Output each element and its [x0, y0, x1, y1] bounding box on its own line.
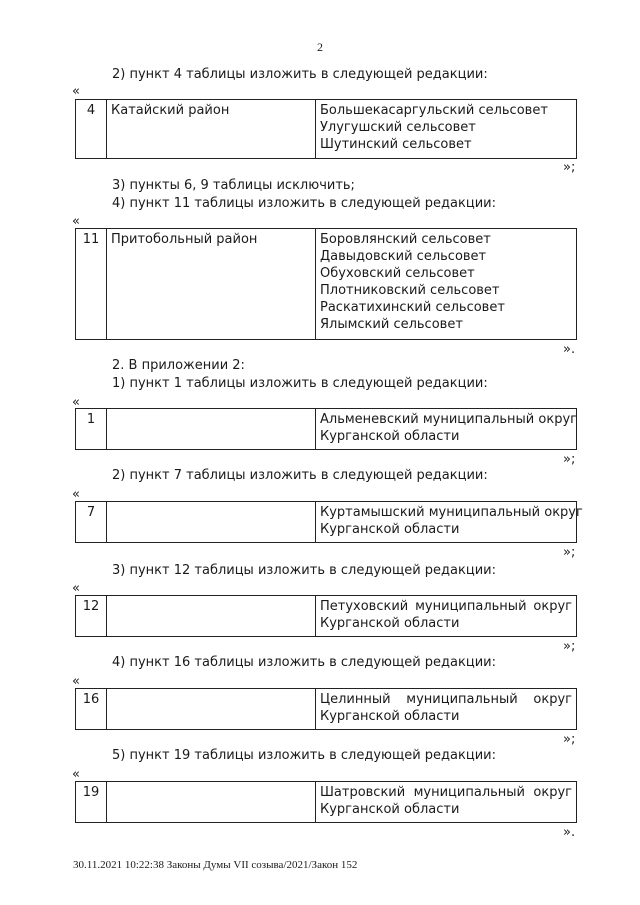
- close-quote: »;: [563, 160, 576, 175]
- council-name: Давыдовский сельсовет: [320, 249, 487, 264]
- region-line: Курганской области: [320, 616, 460, 631]
- table-cell-councils: [316, 100, 577, 159]
- municipality-line: Петуховский муниципальный округ: [320, 599, 572, 614]
- table-cell-number: 16: [76, 689, 107, 730]
- region-line: Курганской области: [320, 522, 460, 537]
- item-text: 4) пункт 11 таблицы изложить в следующей редакции:: [112, 196, 496, 211]
- table-cell-councils: [316, 229, 577, 340]
- table-item-7: [75, 501, 583, 543]
- item-text: 4) пункт 16 таблицы изложить в следующей редакции:: [112, 655, 496, 670]
- council-name: Шутинский сельсовет: [320, 137, 472, 152]
- item-text: 2) пункт 4 таблицы изложить в следующей редакции:: [112, 67, 488, 82]
- municipality-line: Куртамышский муниципальный округ: [320, 505, 583, 520]
- council-name: Большекасаргульский сельсовет: [320, 103, 548, 118]
- table-cell-empty: [107, 596, 316, 637]
- table-cell-empty: [107, 689, 316, 730]
- table-item-19: [75, 781, 577, 823]
- table-cell-number: 1: [76, 409, 107, 450]
- table-cell-municipality: [316, 596, 577, 637]
- council-name: Плотниковский сельсовет: [320, 283, 500, 298]
- table-item-4: [75, 99, 577, 159]
- close-quote: ».: [563, 825, 576, 840]
- council-name: Боровлянский сельсовет: [320, 232, 491, 247]
- item-text: 1) пункт 1 таблицы изложить в следующей редакции:: [112, 376, 488, 391]
- page-number: 2: [317, 40, 323, 54]
- table-cell-municipality: [316, 409, 577, 450]
- region-line: Курганской области: [320, 709, 460, 724]
- item-text: 3) пункты 6, 9 таблицы исключить;: [112, 178, 355, 193]
- table-item-11: [75, 228, 577, 340]
- table-cell-municipality: [316, 502, 583, 543]
- table-cell-empty: [107, 502, 316, 543]
- close-quote: »;: [563, 452, 576, 467]
- table-cell-municipality: [316, 782, 577, 823]
- close-quote: ».: [563, 342, 576, 357]
- open-quote: «: [72, 581, 80, 596]
- municipality-line: Целинный муниципальный округ: [320, 692, 572, 707]
- table-cell-empty: [107, 409, 316, 450]
- region-line: Курганской области: [320, 802, 460, 817]
- council-name: Раскатихинский сельсовет: [320, 300, 505, 315]
- table-cell-number: 11: [76, 229, 107, 340]
- table-cell-empty: [107, 782, 316, 823]
- council-name: Ялымский сельсовет: [320, 317, 463, 332]
- table-cell-municipality: [316, 689, 577, 730]
- municipality-line: Альменевский муниципальный округ: [320, 412, 577, 427]
- item-text: 5) пункт 19 таблицы изложить в следующей редакции:: [112, 748, 496, 763]
- table-cell-number: 19: [76, 782, 107, 823]
- close-quote: »;: [563, 545, 576, 560]
- open-quote: «: [72, 84, 80, 99]
- table-cell-number: 12: [76, 596, 107, 637]
- council-name: Обуховский сельсовет: [320, 266, 475, 281]
- table-cell-district: Катайский район: [107, 100, 316, 159]
- close-quote: »;: [563, 639, 576, 654]
- open-quote: «: [72, 214, 80, 229]
- item-text: 3) пункт 12 таблицы изложить в следующей редакции:: [112, 563, 496, 578]
- table-item-1: [75, 408, 577, 450]
- table-cell-district: Притобольный район: [107, 229, 316, 340]
- open-quote: «: [72, 395, 80, 410]
- close-quote: »;: [563, 732, 576, 747]
- table-cell-number: 7: [76, 502, 107, 543]
- open-quote: «: [72, 674, 80, 689]
- open-quote: «: [72, 767, 80, 782]
- document-footer: 30.11.2021 10:22:38 Законы Думы VII созыва/2021/Закон 152: [73, 859, 358, 871]
- municipality-line: Шатровский муниципальный округ: [320, 785, 572, 800]
- region-line: Курганской области: [320, 429, 460, 444]
- section-heading: 2. В приложении 2:: [112, 358, 245, 373]
- open-quote: «: [72, 487, 80, 502]
- table-item-16: [75, 688, 577, 730]
- item-text: 2) пункт 7 таблицы изложить в следующей редакции:: [112, 468, 488, 483]
- table-cell-number: 4: [76, 100, 107, 159]
- council-name: Улугушский сельсовет: [320, 120, 476, 135]
- table-item-12: [75, 595, 577, 637]
